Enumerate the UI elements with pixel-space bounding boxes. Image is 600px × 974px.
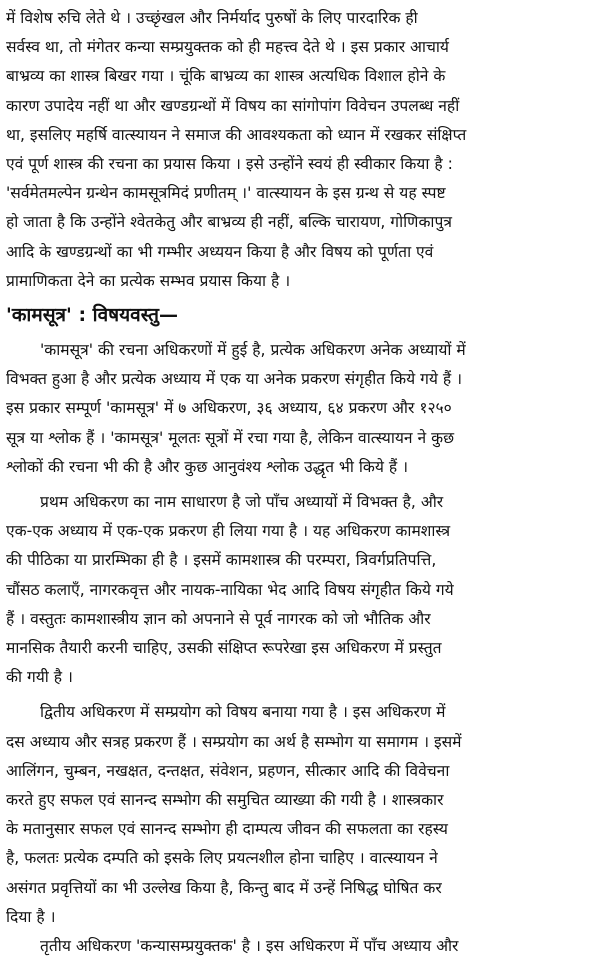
text-line: सर्वस्व था, तो मंगेतर कन्या सम्प्रयुक्तक को ही महत्त्व देते थे । इस प्रकार आचार्य <box>6 38 449 57</box>
text-line: एवं पूर्ण शास्त्र की रचना का प्रयास किया । इसे उन्होंने स्वयं ही स्वीकार किया है : <box>6 155 453 174</box>
text-line: प्रामाणिकता देने का प्रत्येक सम्भव प्रयास किया है । <box>6 271 291 290</box>
text-line: मानसिक तैयारी करनी चाहिए, उसकी संक्षिप्त रूपरेखा इस अधिकरण में प्रस्तुत <box>6 639 442 658</box>
section-heading: 'कामसूत्र' : विषयवस्तु— <box>6 304 178 327</box>
paragraph-1 <box>6 4 592 296</box>
text-line: हैं । वस्तुतः कामशास्त्रीय ज्ञान को अपनाने से पूर्व नागरक को जो भौतिक और <box>6 609 431 628</box>
text-line: 'सर्वमेतमल्पेन ग्रन्थेन कामसूत्रमिदं प्रणीतम् ।' वात्स्यायन के इस ग्रन्थ से यह स्पष्ट <box>6 184 446 203</box>
text-line: दिया है । <box>6 907 56 926</box>
text-line: सूत्र या श्लोक हैं । 'कामसूत्र' मूलतः सूत्रों में रचा गया है, लेकिन वात्स्यायन ने कुछ <box>6 428 455 447</box>
paragraph-2 <box>6 336 592 482</box>
paragraph-5 <box>6 932 592 961</box>
text-line: करते हुए सफल एवं सानन्द सम्भोग की समुचित व्याख्या की गयी है । शास्त्रकार <box>6 791 444 810</box>
text-line: 'कामसूत्र' की रचना अधिकरणों में हुई है, प्रत्येक अधिकरण अनेक अध्यायों में <box>40 341 466 360</box>
text-line: तृतीय अधिकरण 'कन्यासम्प्रयुक्तक' है । इस अधिकरण में पाँच अध्याय और <box>40 937 459 956</box>
text-line: कारण उपादेय नहीं था और खण्डग्रन्थों में विषय का सांगोपांग विवेचन उपलब्ध नहीं <box>6 96 460 115</box>
text-line: की पीठिका या प्रारम्भिका ही है । इसमें कामशास्त्र की परम्परा, त्रिवर्गप्रतिपत्ति, <box>6 551 437 570</box>
text-line: विभक्त हुआ है और प्रत्येक अध्याय में एक या अनेक प्रकरण संगृहीत किये गये हैं । <box>6 370 463 389</box>
text-line: के मतानुसार सफल एवं सानन्द सम्भोग ही दाम्पत्य जीवन की सफलता का रहस्य <box>6 820 448 839</box>
text-line: द्वितीय अधिकरण में सम्प्रयोग को विषय बनाया गया है । इस अधिकरण में <box>40 703 446 722</box>
text-line: की गयी है । <box>6 668 73 687</box>
text-line: असंगत प्रवृत्तियों का भी उल्लेख किया है, किन्तु बाद में उन्हें निषिद्ध घोषित कर <box>6 878 442 897</box>
text-line: दस अध्याय और सत्रह प्रकरण हैं । सम्प्रयोग का अर्थ है सम्भोग या समागम । इसमें <box>6 732 462 751</box>
text-line: है, फलतः प्रत्येक दम्पति को इसके लिए प्रयत्नशील होना चाहिए । वात्स्यायन ने <box>6 849 438 868</box>
text-line: आदि के खण्डग्रन्थों का भी गम्भीर अध्ययन किया है और विषय को पूर्णता एवं <box>6 242 434 261</box>
text-line: एक-एक अध्याय में एक-एक प्रकरण ही लिया गया है । यह अधिकरण कामशास्त्र <box>6 522 451 541</box>
text-line: में विशेष रुचि लेते थे । उच्छृंखल और निर्मर्याद पुरुषों के लिए पारदारिक ही <box>6 9 418 27</box>
text-line: श्लोकों की रचना भी की है और कुछ आनुवंश्य श्लोक उद्धृत भी किये हैं । <box>6 457 409 476</box>
text-line: हो जाता है कि उन्होंने श्वेतकेतु और बाभ्रव्य ही नहीं, बल्कि चारायण, गोणिकापुत्र <box>6 213 452 232</box>
text-line: प्रथम अधिकरण का नाम साधारण है जो पाँच अध्यायों में विभक्त है, और <box>40 493 444 512</box>
text-line: चौंसठ कलाएँ, नागरकवृत्त और नायक-नायिका भेद आदि विषय संगृहीत किये गये <box>6 580 454 599</box>
paragraph-4 <box>6 698 592 932</box>
text-line: आलिंगन, चुम्बन, नखक्षत, दन्तक्षत, संवेशन, प्रहणन, सीत्कार आदि की विवेचना <box>6 761 450 780</box>
paragraph-3 <box>6 488 592 692</box>
text-line: था, इसलिए महर्षि वात्स्यायन ने समाज की आवश्यकता को ध्यान में रखकर संक्षिप्त <box>6 125 467 144</box>
text-line: इस प्रकार सम्पूर्ण 'कामसूत्र' में ७ अधिकरण, ३६ अध्याय, ६४ प्रकरण और १२५० <box>6 399 452 418</box>
text-line: बाभ्रव्य का शास्त्र बिखर गया । चूंकि बाभ्रव्य का शास्त्र अत्यधिक विशाल होने के <box>6 67 446 86</box>
